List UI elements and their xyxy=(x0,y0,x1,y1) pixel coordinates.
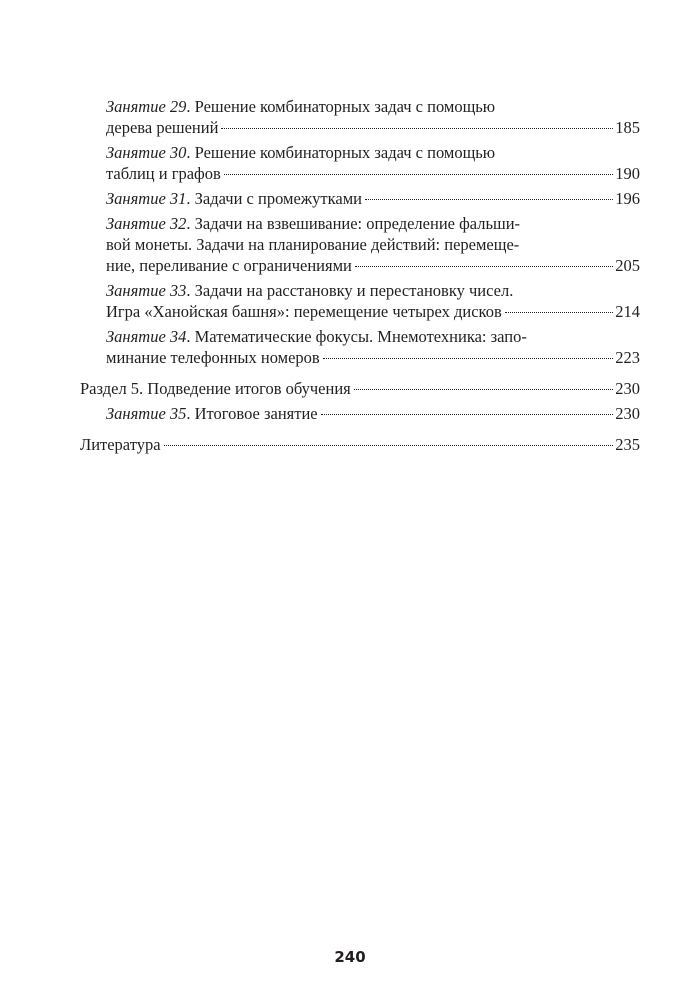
toc-entry-literature xyxy=(80,434,640,455)
lesson-label: Занятие 32 xyxy=(106,214,187,233)
page-ref: 214 xyxy=(615,302,640,321)
entry-title-line: минание телефонных номеров xyxy=(106,348,320,367)
page-ref: 205 xyxy=(615,256,640,275)
dot-leader xyxy=(365,199,613,200)
entry-title-line: Задачи с промежутками xyxy=(194,189,362,208)
lesson-label: Занятие 33 xyxy=(106,281,187,300)
lesson-label: Занятие 35 xyxy=(106,404,187,423)
dot-leader xyxy=(221,128,613,129)
toc-entry-lesson-29: Занятие 29. Решение комбинаторных задач с помощью дерева решений 185 xyxy=(106,97,640,137)
dot-leader xyxy=(224,174,613,175)
lesson-label: Занятие 31 xyxy=(106,189,187,208)
page-ref: 235 xyxy=(615,435,640,454)
page-ref: 230 xyxy=(615,404,640,423)
lesson-label: Занятие 30 xyxy=(106,143,187,162)
toc-entry-lesson-30: Занятие 30. Решение комбинаторных задач с помощью таблиц и графов 190 xyxy=(106,143,640,183)
toc-entry-lesson-31: Занятие 31. Задачи с промежутками 196 xyxy=(106,189,640,208)
table-of-contents xyxy=(80,96,640,455)
page-number: 240 xyxy=(334,948,366,966)
dot-leader xyxy=(355,266,613,267)
entry-title-line: Задачи на взвешивание: определение фальши- xyxy=(194,214,521,233)
section-title: Раздел 5. Подведение итогов обучения xyxy=(80,379,351,398)
lesson-label: Занятие 34 xyxy=(106,327,187,346)
dot-leader xyxy=(505,312,613,313)
toc-entry-section-5 xyxy=(80,378,640,399)
toc-entry-lesson-34: Занятие 34. Математические фокусы. Мнемотехника: запо- минание телефонных номеров 223 xyxy=(106,327,640,367)
dot-leader xyxy=(321,414,614,415)
entry-title-line: дерева решений xyxy=(106,118,219,137)
page-ref: 230 xyxy=(615,379,640,398)
entry-title-line: Игра «Ханойская башня»: перемещение четырех дисков xyxy=(106,302,502,321)
entry-title-line: Итоговое занятие xyxy=(194,404,318,423)
toc-entry-lesson-35: Занятие 35. Итоговое занятие 230 xyxy=(106,404,640,423)
entry-title-line: Математические фокусы. Мнемотехника: запо- xyxy=(194,327,527,346)
page-ref: 185 xyxy=(615,118,640,137)
page-ref: 190 xyxy=(615,164,640,183)
entry-title-line: таблиц и графов xyxy=(106,164,221,183)
page-ref: 196 xyxy=(615,189,640,208)
page-ref: 223 xyxy=(615,348,640,367)
entry-title-line: вой монеты. Задачи на планирование действий: перемеще- xyxy=(106,235,520,254)
toc-entry-lesson-32: Занятие 32. Задачи на взвешивание: определение фальши- вой монеты. Задачи на планирование действий: перемеще- ние, переливание с ограничениями 205 xyxy=(106,214,640,275)
toc-entry-lesson-33: Занятие 33. Задачи на расстановку и перестановку чисел. Игра «Ханойская башня»: перемещение четырех дисков 214 xyxy=(106,281,640,321)
dot-leader xyxy=(323,358,614,359)
entry-title-line: ние, переливание с ограничениями xyxy=(106,256,352,275)
entry-title-line: Задачи на расстановку и перестановку чисел. xyxy=(194,281,514,300)
section-title: Литература xyxy=(80,435,161,454)
lesson-label: Занятие 29 xyxy=(106,97,187,116)
entry-title-line: Решение комбинаторных задач с помощью xyxy=(194,143,496,162)
entry-title-line: Решение комбинаторных задач с помощью xyxy=(194,97,496,116)
dot-leader xyxy=(354,389,614,390)
dot-leader xyxy=(164,445,614,446)
